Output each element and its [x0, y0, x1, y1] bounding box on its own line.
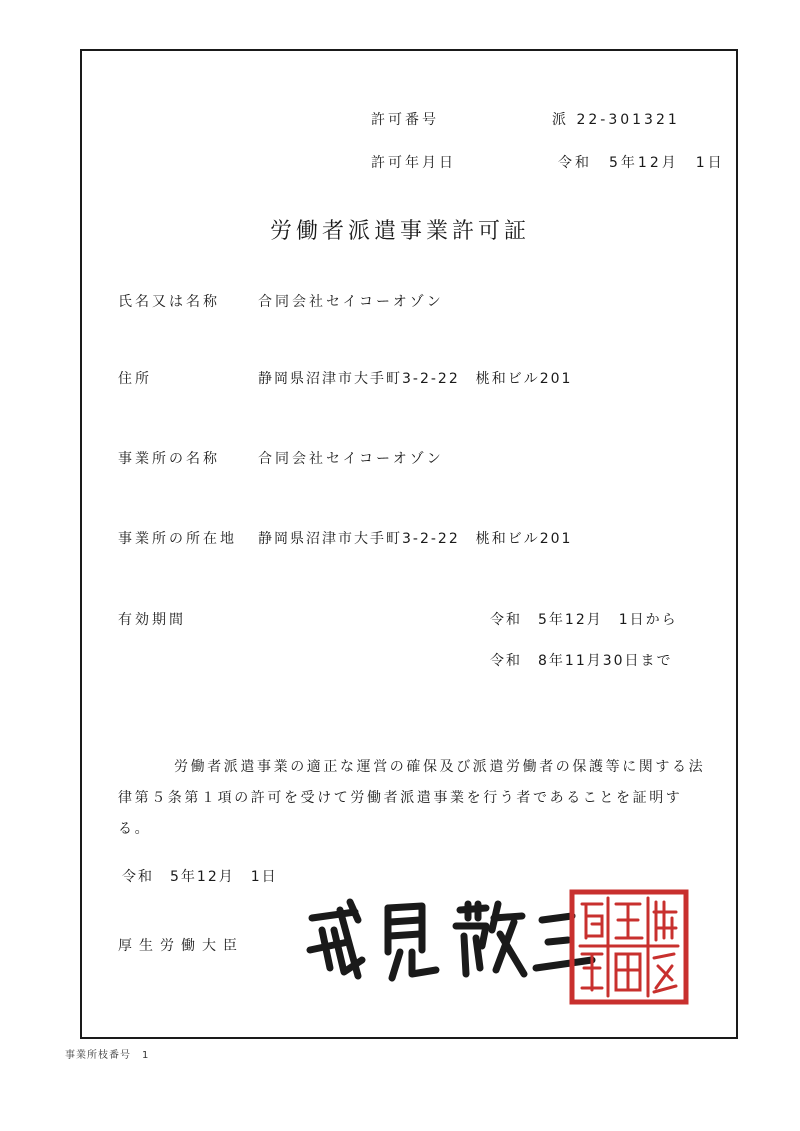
office-branch-number: 事業所枝番号 1 [65, 1050, 150, 1061]
validity-to: 令和 8年11月30日まで [490, 653, 673, 669]
address-value: 静岡県沼津市大手町3-2-22 桃和ビル201 [258, 371, 573, 387]
certificate-title: 労働者派遣事業許可証 [269, 219, 530, 244]
name-label: 氏名又は名称 [118, 294, 220, 310]
issuer-title: 厚生労働大臣 [118, 938, 244, 954]
permit-date-value: 令和 5年12月 1日 [558, 155, 725, 171]
minister-signature [300, 890, 600, 990]
office-name-value: 合同会社セイコーオゾン [258, 451, 444, 467]
name-value: 合同会社セイコーオゾン [258, 294, 444, 310]
office-address-value: 静岡県沼津市大手町3-2-22 桃和ビル201 [258, 531, 573, 547]
address-label: 住所 [118, 371, 152, 387]
official-seal [568, 888, 690, 1006]
validity-from: 令和 5年12月 1日から [490, 612, 678, 628]
office-name-label: 事業所の名称 [118, 451, 220, 467]
office-address-label: 事業所の所在地 [118, 531, 237, 547]
permit-number-label: 許可番号 [371, 112, 439, 128]
certification-statement: 労働者派遣事業の適正な運営の確保及び派遣労働者の保護等に関する法律第５条第１項の許可を受けて労働者派遣事業を行う者であることを証明する。 [118, 759, 706, 837]
permit-number-value: 派 22-301321 [552, 112, 680, 128]
permit-date-label: 許可年月日 [371, 155, 456, 171]
validity-label: 有効期間 [118, 612, 186, 628]
issue-date: 令和 5年12月 1日 [122, 869, 278, 885]
